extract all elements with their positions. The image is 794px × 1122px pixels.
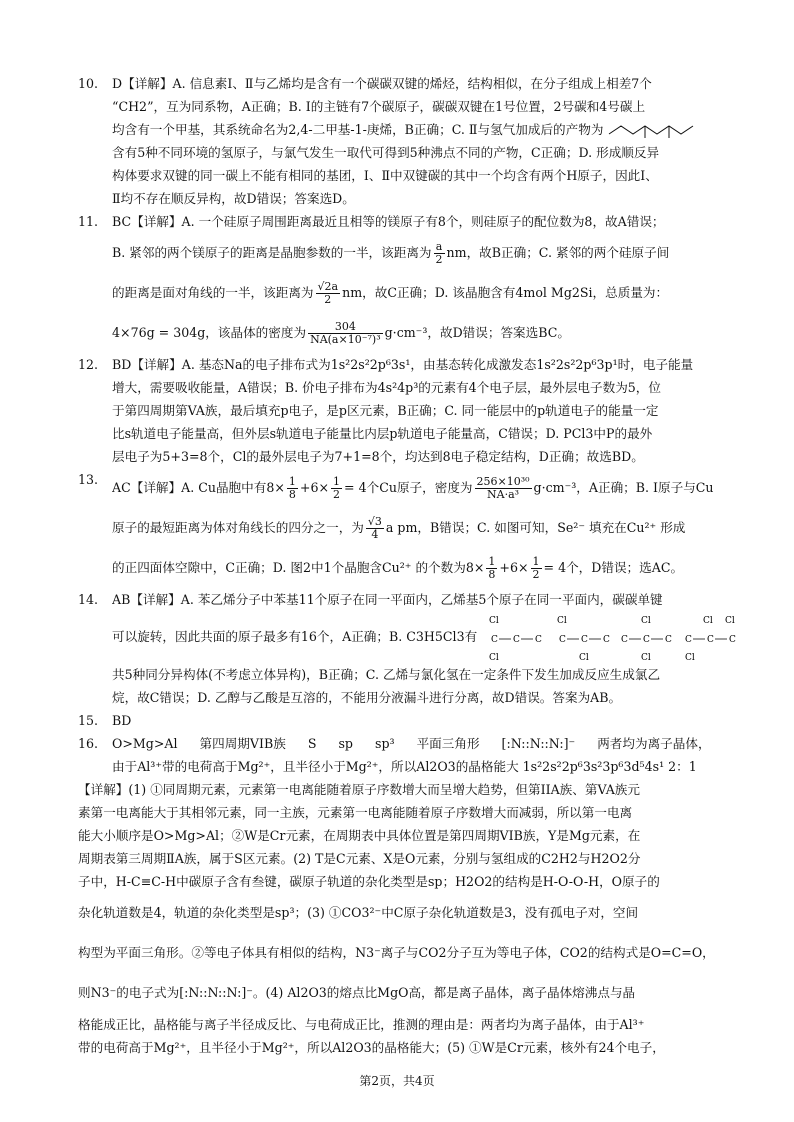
text-span: +6× <box>299 480 330 495</box>
c-label: C <box>535 634 543 645</box>
question-number: 11. <box>78 214 99 229</box>
question-number: 15. <box>78 713 99 728</box>
cl-label: Cl <box>579 652 589 662</box>
text-line: 增大，需要吸收能量，A错误；B. 价电子排布为4s²4p³的元素有4个电子层，最外层电子数为5，位 <box>112 380 661 395</box>
answer-16 <box>78 732 718 778</box>
denominator: NA(a×10⁻⁷)³ <box>310 333 381 346</box>
fraction <box>308 321 383 346</box>
short-answer: 第四周期VIB族 <box>199 736 286 751</box>
cl-label: Cl <box>685 652 695 662</box>
text-line: 层电子为5+3=8个，Cl的最外层电子为7+1=8个，均达到8电子稳定结构，D正确；故选BD。 <box>112 449 644 464</box>
text-line: 周期表第三周期ⅡA族，属于S区元素。(2) T是C元素、X是O元素，分别与氢组成的C2H2与H2O2分 <box>78 851 641 866</box>
numerator: √3 <box>367 515 382 528</box>
cl-label: Cl <box>641 615 651 626</box>
text-line <box>112 508 718 548</box>
c-label: C <box>643 634 651 645</box>
text-line: 于第四周期第VA族，最后填充p电子，是p区元素，B正确；C. 同一能层中的p轨道电子的能量一定 <box>112 403 659 418</box>
text-line: 构型为平面三角形。②等电子体具有相似的结构，N3⁻离子与CO2分子互为等电子体，CO2的结构式是O=C=O， <box>78 945 715 960</box>
text-line: BD <box>112 713 132 728</box>
c-label: C <box>665 634 673 645</box>
c-label: C <box>603 634 611 645</box>
denominator: 2 <box>333 488 341 501</box>
denominator: 4 <box>371 528 379 541</box>
text-line: 素第一电离能大于其相邻元素，同一主族，元素第一电离能随着原子序数增大而减弱，所以第一电离 <box>78 805 633 820</box>
short-answer: O>Mg>Al <box>112 736 178 751</box>
numerator: 1 <box>333 475 341 488</box>
text-line: 格能成正比，晶格能与离子半径成反比、与电荷成正比，推测的理由是：两者均为离子晶体，由于Al³⁺ <box>78 1017 645 1032</box>
isomer-structure <box>621 616 672 662</box>
text-span: = 4个，D错误；选AC。 <box>543 560 684 575</box>
short-answers-line <box>112 732 733 755</box>
fraction <box>331 476 342 501</box>
denominator: 2 <box>435 253 443 266</box>
text-line <box>112 611 751 663</box>
question-number: 16. <box>78 736 99 751</box>
cl-label: Cl <box>557 615 567 626</box>
text-span: 的正四面体空隙中，C正确；D. 图2中1个晶胞含Cu²⁺ 的个数为8× <box>112 560 485 575</box>
text-line: 构体要求双键的同一碳上不能有相同的基团，Ⅰ、Ⅱ中双键碳的其中一个均含有两个H原子，因此Ⅰ、 <box>112 168 658 183</box>
fraction <box>475 476 532 501</box>
text-span: 4×76g = 304g，该晶体的密度为 <box>112 325 307 340</box>
text-span: nm，故B正确；C. 紧邻的两个硅原子间 <box>446 245 670 260</box>
isomer-structures-figure <box>481 614 751 662</box>
fraction <box>486 556 497 581</box>
numerator: 1 <box>288 475 296 488</box>
c-label: C <box>729 634 737 645</box>
answer-body <box>112 468 718 588</box>
question-number: 13. <box>78 472 99 487</box>
cl-label: Cl <box>489 652 499 662</box>
answer-15 <box>78 709 718 732</box>
answer-13 <box>78 468 718 588</box>
denominator: 2 <box>532 568 540 581</box>
text-span: nm，故C正确；D. 该晶胞含有4mol Mg2Si，总质量为： <box>342 285 669 300</box>
text-line: 能大小顺序是O>Mg>Al；②W是Cr元素，在周期表中具体位置是第四周期VIB族，Y是Mg元素，在 <box>78 828 641 843</box>
fraction <box>531 556 542 581</box>
text-span: B. 紧邻的两个镁原子的距离是晶胞参数的一半，该距离为 <box>112 245 432 260</box>
fraction <box>434 241 445 266</box>
answer-content <box>78 72 737 1059</box>
short-answer: S <box>307 736 317 751</box>
text-line <box>112 118 718 141</box>
answer-11 <box>78 210 718 353</box>
answer-14 <box>78 588 737 709</box>
fraction <box>316 281 341 306</box>
text-line <box>112 468 718 508</box>
numerator: 1 <box>532 555 540 568</box>
numerator: a <box>434 241 445 254</box>
text-line: BC【详解】A. 一个硅原子周围距离最近且相等的镁原子有8个，则硅原子的配位数为8，故A错误； <box>112 214 665 229</box>
text-line: 比s轨道电子能量高，但外层s轨道电子能量比内层p轨道电子能量高，C错误；D. PCl3中P的最外 <box>112 426 653 441</box>
text-line <box>112 233 718 273</box>
short-answer: [:N::N::N:]⁻ <box>501 736 576 751</box>
cl-label: Cl <box>489 615 499 626</box>
text-line <box>112 313 718 353</box>
text-span: 均含有一个甲基，其系统命名为2,4-二甲基-1-庚烯，B正确；C. Ⅱ与氢气加成后的产物为 <box>112 122 604 137</box>
c-label: C <box>491 634 499 645</box>
denominator: 8 <box>488 568 496 581</box>
text-span: 可以旋转，因此共面的原子最多有16个，A正确；B. C3H5Cl3有 <box>112 629 478 644</box>
text-line: AB【详解】A. 苯乙烯分子中苯基11个原子在同一平面内，乙烯基5个原子在同一平面内，碳碳单键 <box>112 592 663 607</box>
text-line: D【详解】A. 信息素Ⅰ、Ⅱ与乙烯均是含有一个碳碳双键的烯烃，结构相似，在分子组成上相差7个 <box>112 76 652 91</box>
answer-body <box>112 588 751 709</box>
answer-body <box>112 709 718 732</box>
numerator: 256×10³⁰ <box>476 475 530 488</box>
text-line: BD【详解】A. 基态Na的电子排布式为1s²2s²2p⁶3s¹，由基态转化成激发态1s²2s²2p⁶3p¹时，电子能量 <box>112 357 694 372</box>
answer-16-explanation <box>78 778 718 1059</box>
question-number: 14. <box>78 592 99 607</box>
numerator: √2a <box>317 280 339 293</box>
text-line <box>112 548 718 588</box>
c-label: C <box>559 634 567 645</box>
text-span: +6× <box>499 560 529 575</box>
question-number: 10. <box>78 76 99 91</box>
text-span: AC【详解】A. Cu晶胞中有8× <box>112 480 285 495</box>
short-answer: 平面三角形 <box>416 736 480 751</box>
c-label: C <box>513 634 521 645</box>
answer-body <box>112 732 733 778</box>
c-label: C <box>581 634 589 645</box>
c-label: C <box>685 634 693 645</box>
page-footer: 第2页，共4页 <box>359 1074 435 1088</box>
text-line: “CH2”，互为同系物，A正确；B. Ⅰ的主链有7个碳原子，碳碳双键在1号位置，2号碳和4号碳上 <box>112 99 646 114</box>
denominator: 2 <box>324 293 332 306</box>
text-line: 烷，故C错误；D. 乙醇与乙酸是互溶的，不能用分液漏斗进行分离，故D错误。答案为AB。 <box>112 690 622 705</box>
question-number: 12. <box>78 357 99 372</box>
text-line: 含有5种不同环境的氢原子，与氯气发生一取代可得到5种沸点不同的产物，C正确；D. 形成顺反异 <box>112 145 660 160</box>
denominator: NA·a³ <box>487 488 520 501</box>
text-span: g·cm⁻³，A正确；B. Ⅰ原子与Cu <box>533 480 714 495</box>
denominator: 8 <box>288 488 296 501</box>
short-answer: sp³ <box>374 736 395 751</box>
c-label: C <box>707 634 715 645</box>
text-span: 的距离是面对角线的一半，该距离为 <box>112 285 314 300</box>
text-line: 则N3⁻的电子式为[:N::N::N:]⁻。(4) Al2O3的熔点比MgO高，都是离子晶体，离子晶体熔沸点与晶 <box>78 985 636 1000</box>
text-line: 由于Al³⁺带的电荷高于Mg²⁺，且半径小于Mg²⁺，所以Al2O3的晶格能大 1s²2s²2p⁶3s²3p⁶3d⁵4s¹ 2：1 <box>112 759 697 774</box>
text-span: g·cm⁻³，故D错误；答案选BC。 <box>384 325 570 340</box>
text-line: 共5种同分异构体(不考虑立体异构)，B正确；C. 乙烯与氯化氢在一定条件下发生加成反应生成氯乙 <box>112 667 661 682</box>
cl-label: Cl <box>703 615 713 626</box>
text-span: a pm，B错误；C. 如图可知，Se²⁻ 填充在Cu²⁺ 形成 <box>385 520 686 535</box>
text-line: 带的电荷高于Mg²⁺，且半径小于Mg²⁺，所以Al2O3的晶格能大；(5) ①W是Cr元素，核外有24个电子， <box>78 1040 665 1055</box>
fraction <box>366 516 384 541</box>
text-line: 子中，H-C≡C-H中碳原子含有叁键，碳原子轨道的杂化类型是sp；H2O2的结构是H-O-O-H，O原子的 <box>78 874 660 889</box>
answer-body <box>112 210 718 353</box>
short-answer: sp <box>338 736 353 751</box>
isomer-structure <box>557 616 610 662</box>
answer-10 <box>78 72 718 210</box>
answer-12 <box>78 353 718 468</box>
numerator: 1 <box>488 555 496 568</box>
c-label: C <box>621 634 629 645</box>
cl-label: Cl <box>641 652 651 662</box>
text-span: 原子的最短距离为体对角线长的四分之一，为 <box>112 520 364 535</box>
answer-body <box>112 72 718 210</box>
text-line: Ⅱ均不存在顺反异构，故D错误；答案选D。 <box>112 191 355 206</box>
text-span: = 4个Cu原子，密度为 <box>344 480 473 495</box>
text-line: 杂化轨道数是4，轨道的杂化类型是sp³；(3) ①CO3²⁻中C原子杂化轨道数是3，没有孤电子对，空间 <box>78 905 639 920</box>
text-line: 【详解】(1) ①同周期元素，元素第一电离能随着原子序数增大而呈增大趋势，但第IIA族、第VA族元 <box>78 782 640 797</box>
fraction <box>287 476 298 501</box>
numerator: 304 <box>308 321 383 334</box>
answer-body <box>112 353 718 468</box>
text-line <box>112 273 718 313</box>
isomer-structure <box>489 616 542 662</box>
short-answer: 两者均为离子晶体， <box>597 736 711 751</box>
isomer-structure <box>685 616 736 662</box>
cl-label: Cl <box>725 615 735 626</box>
skeletal-structure-figure <box>607 122 703 140</box>
